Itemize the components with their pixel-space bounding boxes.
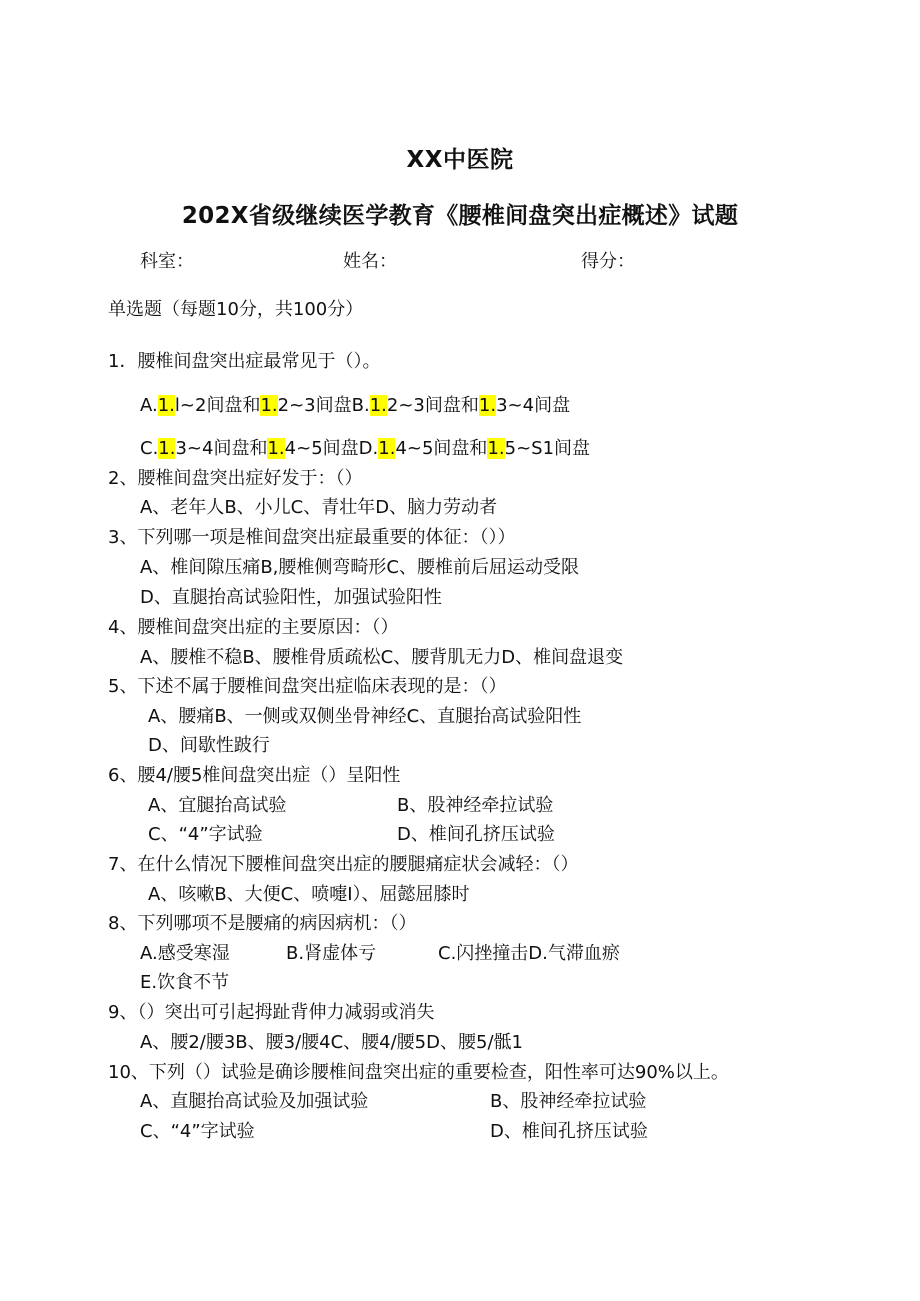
option-text: 3~4间盘	[496, 395, 571, 416]
score-field-label: 得分：	[581, 251, 635, 272]
question-6-option-b: B、股神经牵拉试验	[397, 795, 554, 816]
question-9-stem: 9、（）突出可引起拇趾背伸力减弱或消失	[108, 1002, 435, 1023]
question-3-stem: 3、下列哪一项是椎间盘突出症最重要的体征：（））	[108, 527, 516, 548]
question-8-option-b: B.肾虚体亏	[286, 943, 377, 964]
highlight-mark: 1.	[369, 395, 387, 416]
question-10-option-b: B、股神经牵拉试验	[490, 1091, 647, 1112]
question-2-stem: 2、腰椎间盘突出症好发于：（）	[108, 468, 363, 489]
highlight-mark: 1.	[478, 395, 497, 416]
option-text: l~2间盘和	[174, 395, 261, 416]
option-text: 3~4间盘和	[175, 438, 268, 459]
option-text: 4~5间盘和	[395, 438, 488, 459]
question-3-options-line1: A、椎间隙压痛B,腰椎侧弯畸形C、腰椎前后屈运动受限	[140, 557, 579, 578]
question-8-options-cd: C.闪挫撞击D.气滞血瘀	[438, 943, 620, 964]
question-1-stem: 1．腰椎间盘突出症最常见于（）。	[108, 351, 381, 372]
section-heading: 单选题（每题10分，共100分）	[108, 299, 364, 320]
question-10-option-d: D、椎间孔挤压试验	[490, 1121, 648, 1142]
option-text: 4~5间盘D.	[284, 438, 379, 459]
option-text: 5~S1间盘	[504, 438, 591, 459]
question-10-stem: 10、下列（）试验是确诊腰椎间盘突出症的重要检查，阳性率可达90%以上。	[108, 1062, 729, 1083]
question-4-options: A、腰椎不稳B、腰椎骨质疏松C、腰背肌无力D、椎间盘退变	[140, 647, 624, 668]
question-8-option-e: E.饮食不节	[140, 972, 230, 993]
question-5-stem: 5、下述不属于腰椎间盘突出症临床表现的是：（）	[108, 676, 507, 697]
question-7-options: A、咳嗽B、大便C、喷嚏I）、屈懿屈膝时	[148, 884, 470, 905]
highlight-mark: 1.	[158, 438, 176, 459]
question-5-options-line1: A、腰痛B、一侧或双侧坐骨神经C、直腿抬高试验阳性	[148, 706, 582, 727]
question-5-options-line2: D、间歇性跛行	[148, 735, 270, 756]
question-6-option-a: A、宜腿抬高试验	[148, 795, 287, 816]
question-2-options: A、老年人B、小儿C、青壮年D、脑力劳动者	[140, 497, 498, 518]
question-8-stem: 8、下列哪项不是腰痛的病因病机：（）	[108, 913, 417, 934]
option-text: C.	[140, 438, 159, 459]
exam-title: 202X省级继续医学教育《腰椎间盘突出症概述》试题	[181, 203, 739, 229]
name-field-label: 姓名：	[343, 251, 397, 272]
option-text: 2~3间盘和	[386, 395, 479, 416]
highlight-mark: 1.	[260, 395, 278, 416]
question-4-stem: 4、腰椎间盘突出症的主要原因：（）	[108, 617, 399, 638]
question-1-options-cd	[140, 437, 590, 461]
question-7-stem: 7、在什么情况下腰椎间盘突出症的腰腿痛症状会减轻：（）	[108, 854, 579, 875]
option-text: A.	[140, 395, 158, 416]
question-1-options-ab	[140, 394, 570, 418]
question-9-options: A、腰2/腰3B、腰3/腰4C、腰4/腰5D、腰5/骶1	[140, 1032, 523, 1053]
question-6-option-d: D、椎间孔挤压试验	[397, 824, 555, 845]
option-text: 2~3间盘B.	[277, 395, 370, 416]
highlight-mark: 1.	[378, 438, 396, 459]
highlight-mark: 1.	[487, 438, 505, 459]
question-8-option-a: A.感受寒湿	[140, 943, 230, 964]
question-10-option-c: C、“4”字试验	[140, 1121, 255, 1142]
highlight-mark: 1.	[157, 395, 175, 416]
highlight-mark: 1.	[267, 438, 285, 459]
department-field-label: 科室：	[140, 251, 194, 272]
question-6-option-c: C、“4”字试验	[148, 824, 263, 845]
question-6-stem: 6、腰4/腰5椎间盘突出症（）呈阳性	[108, 765, 401, 786]
question-3-options-line2: D、直腿抬高试验阳性，加强试验阳性	[140, 587, 442, 608]
question-10-option-a: A、直腿抬高试验及加强试验	[140, 1091, 369, 1112]
hospital-name: XX中医院	[406, 147, 514, 173]
